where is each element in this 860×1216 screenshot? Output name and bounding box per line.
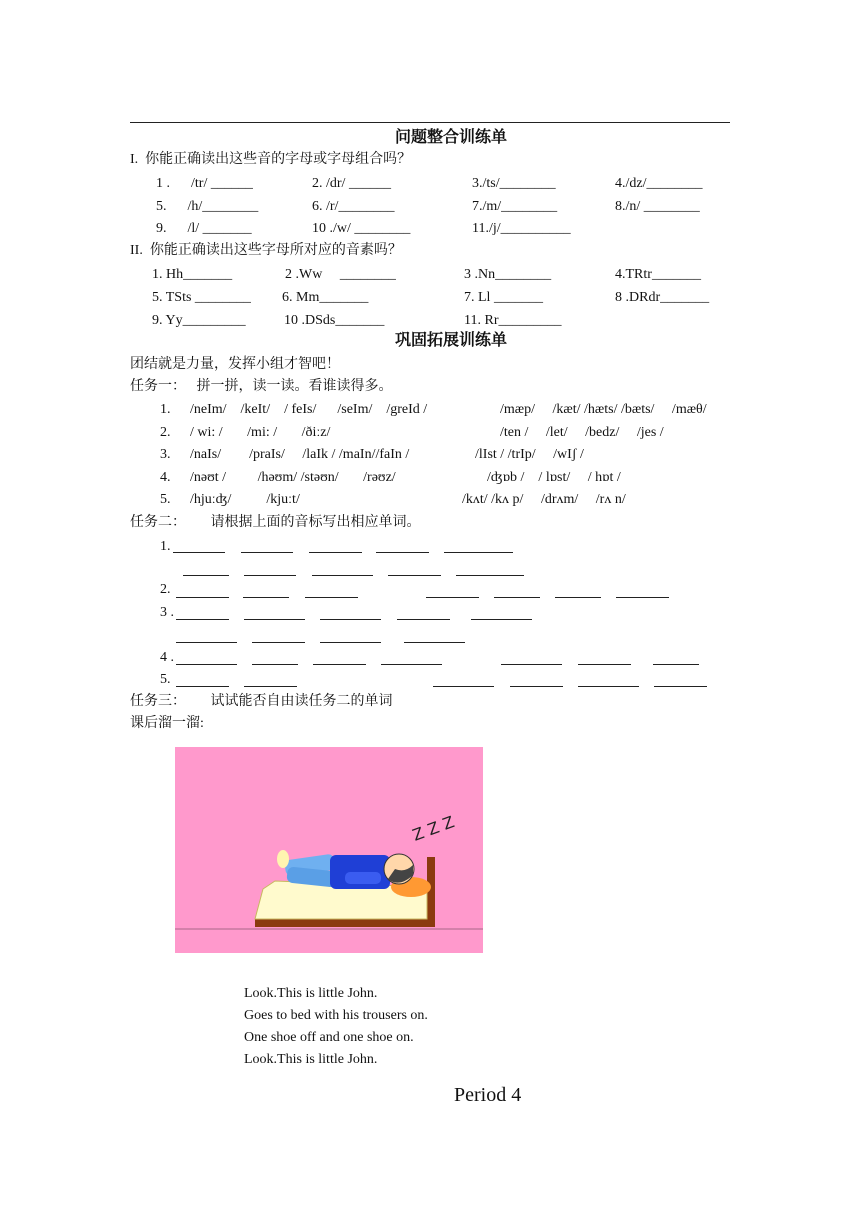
part1-item: 8./n/ ________ [615, 199, 700, 214]
task1-title: 任务一： 拼一拼，读一读。看谁读得多。 [130, 379, 393, 394]
poem-line: Look.This is little John. [244, 1052, 378, 1067]
answer-blank [183, 575, 229, 576]
answer-blank [471, 619, 532, 620]
answer-blank [176, 642, 237, 643]
task2-title: 任务二： 请根据上面的音标写出相应单词。 [130, 515, 421, 530]
task2-label: 2. [160, 582, 171, 597]
part1-item: 9. /l/ _______ [156, 221, 252, 236]
header-rule [130, 122, 730, 123]
answer-blank [252, 664, 298, 665]
part2-item: 11. Rr_________ [464, 313, 562, 328]
answer-blank [397, 619, 450, 620]
answer-blank [176, 619, 229, 620]
answer-blank [244, 575, 296, 576]
part2-item: 6. Mm_______ [282, 290, 369, 305]
part2-item: 5. TSts ________ [152, 290, 251, 305]
answer-blank [243, 597, 289, 598]
task1-row-right: /kʌt/ /kʌ p/ /drʌm/ /rʌ n/ [462, 492, 626, 507]
after-class-label: 课后溜一溜: [130, 716, 204, 731]
part1-item: 7./m/________ [472, 199, 558, 214]
part2-item: 4.TRtr_______ [615, 267, 701, 282]
answer-blank [510, 686, 563, 687]
answer-blank [305, 597, 358, 598]
answer-blank [244, 686, 297, 687]
part2-item: 10 .DSds_______ [284, 313, 385, 328]
task1-row-number: 5. [160, 492, 171, 507]
answer-blank [376, 552, 429, 553]
task2-label: 4 . [160, 650, 174, 665]
task1-row-number: 4. [160, 470, 171, 485]
answer-blank [176, 597, 229, 598]
part2-item: 1. Hh_______ [152, 267, 233, 282]
answer-blank [404, 642, 465, 643]
part2-item: 9. Yy_________ [152, 313, 246, 328]
part1-question: I. 你能正确读出这些音的字母或字母组合吗？ [130, 152, 412, 167]
answer-blank [241, 552, 293, 553]
part2-item: 2 .Ww ________ [285, 267, 396, 282]
shoe [277, 850, 289, 868]
part1-item: 2. /dr/ ______ [312, 176, 391, 191]
answer-blank [456, 575, 524, 576]
answer-blank [653, 664, 699, 665]
answer-blank [312, 575, 373, 576]
answer-blank [381, 664, 442, 665]
answer-blank [494, 597, 540, 598]
answer-blank [654, 686, 707, 687]
poem-line: Goes to bed with his trousers on. [244, 1008, 428, 1023]
task1-row-left: /hjuːʤ/ /kjuːt/ [190, 492, 300, 507]
answer-blank [313, 664, 366, 665]
answer-blank [320, 619, 381, 620]
task1-row-number: 1. [160, 402, 171, 417]
arm [345, 872, 381, 884]
part1-item: 3./ts/________ [472, 176, 556, 191]
part2-item: 8 .DRdr_______ [615, 290, 710, 305]
part2-question: II. 你能正确读出这些字母所对应的音素吗？ [130, 243, 402, 258]
part2-item: 3 .Nn________ [464, 267, 552, 282]
answer-blank [244, 619, 305, 620]
task1-row-right: /ʤɒb / / lɒst/ / hɒt / [487, 470, 621, 485]
answer-blank [444, 552, 513, 553]
answer-blank [173, 552, 225, 553]
part1-item: 5. /h/________ [156, 199, 259, 214]
answer-blank [501, 664, 562, 665]
period-label: Period 4 [454, 1084, 522, 1106]
task3-title: 任务三： 试试能否自由读任务二的单词 [130, 694, 393, 709]
task1-row-left: / wi: / /mi: / /ðiːz/ [190, 425, 331, 440]
task1-row-right: /lIst / /trIp/ /wIʃ / [475, 447, 584, 462]
task2-label: 1. [160, 539, 171, 554]
task2-label: 3 . [160, 605, 174, 620]
bed-frame [255, 919, 435, 927]
answer-blank [320, 642, 381, 643]
part1-item: 1 . /tr/ ______ [156, 176, 253, 191]
part2-item: 7. Ll _______ [464, 290, 543, 305]
answer-blank [555, 597, 601, 598]
answer-blank [426, 597, 479, 598]
poem-line: One shoe off and one shoe on. [244, 1030, 414, 1045]
answer-blank [616, 597, 669, 598]
answer-blank [176, 686, 229, 687]
section-title-consolidation: 巩固拓展训练单 [395, 332, 508, 349]
answer-blank [252, 642, 305, 643]
answer-blank [309, 552, 362, 553]
part1-item: 10 ./w/ ________ [312, 221, 411, 236]
motto: 团结就是力量，发挥小组才智吧！ [130, 357, 340, 372]
answer-blank [433, 686, 494, 687]
snore-text: Z Z Z [409, 812, 457, 845]
answer-blank [176, 664, 237, 665]
task1-row-right: /mæp/ /kæt/ /hæts/ /bæts/ /mæθ/ [500, 402, 707, 417]
task1-row-number: 3. [160, 447, 171, 462]
task1-row-right: /ten / /let/ /bedz/ /jes / [500, 425, 664, 440]
task2-label: 5. [160, 672, 171, 687]
task1-row-number: 2. [160, 425, 171, 440]
task1-row-left: /neIm/ /keIt/ / feIs/ /seIm/ /greId / [190, 402, 428, 417]
answer-blank [388, 575, 441, 576]
part1-item: 4./dz/________ [615, 176, 703, 191]
part1-item: 11./j/__________ [472, 221, 571, 236]
sleeping-boy-illustration [175, 747, 483, 953]
part1-item: 6. /r/________ [312, 199, 395, 214]
task1-row-left: /nəʊt / /həʊm/ /stəʊn/ /rəʊz/ [190, 470, 396, 485]
poem-line: Look.This is little John. [244, 986, 378, 1001]
task1-row-left: /naIs/ /praIs/ /laIk / /maIn//faIn / [190, 447, 410, 462]
answer-blank [578, 686, 639, 687]
section-title-problem-integration: 问题整合训练单 [395, 129, 508, 146]
answer-blank [578, 664, 631, 665]
